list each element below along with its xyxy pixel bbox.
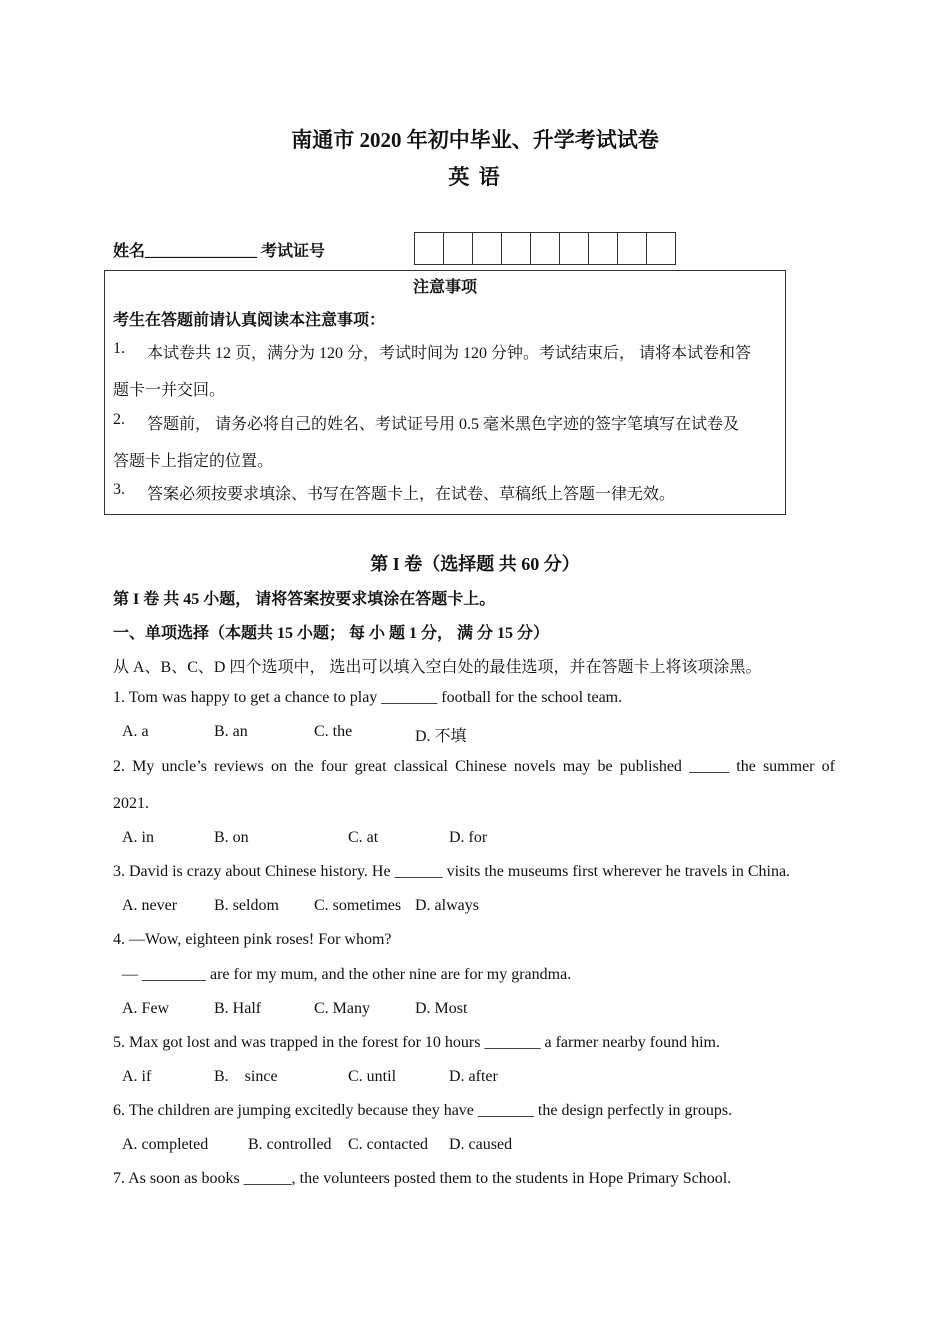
question-6-stem: 6. The children are jumping excitedly because they have _______ the design perfectly in groups. [113,1102,733,1119]
notice-title: 注意事项 [412,279,477,296]
q6-option-b[interactable]: B. controlled [248,1136,332,1153]
q2-option-a[interactable]: A. in [122,829,154,846]
subject-title: 英 语 [448,165,502,189]
q1-option-d[interactable]: D. 不填 [415,728,467,745]
question-2-stem: 2. My uncle’s reviews on the four great classical Chinese novels may be published _____ the summer of [113,758,835,775]
part1-note: 第 I 卷 共 45 小题， 请将答案按要求填涂在答题卡上。 [113,591,496,608]
q1-option-b[interactable]: B. an [214,723,248,740]
part1-title: 第 I 卷（选择题 共 60 分） [370,554,580,574]
id-cell[interactable] [531,233,560,264]
notice-item-1-cont: 题卡一并交回。 [113,382,226,399]
q6-option-d[interactable]: D. caused [449,1136,513,1153]
q4-option-d[interactable]: D. Most [415,1000,468,1017]
notice-item-3-num: 3. [113,481,125,498]
question-4-stem-cont: — ________ are for my mum, and the other nine are for my grandma. [122,966,572,983]
notice-item-1-text: 本试卷共 12 页，满分为 120 分，考试时间为 120 分钟。考试结束后， 请将本试卷和答 [147,345,752,362]
section-title: 一、单项选择（本题共 15 小题； 每 小 题 1 分， 满 分 15 分） [113,625,550,642]
id-cell[interactable] [473,233,502,264]
question-5-stem: 5. Max got lost and was trapped in the forest for 10 hours _______ a farmer nearby found him. [113,1034,720,1051]
candidate-info [113,238,325,261]
id-cell[interactable] [444,233,473,264]
notice-item-1-num: 1. [113,340,125,357]
q5-option-a[interactable]: A. if [122,1068,152,1085]
q5-option-b[interactable]: B. since [214,1068,278,1085]
id-cell[interactable] [415,233,444,264]
q4-option-c[interactable]: C. Many [314,1000,370,1017]
q4-option-b[interactable]: B. Half [214,1000,262,1017]
name-label: 姓名 [113,243,146,260]
q5-option-c[interactable]: C. until [348,1068,397,1085]
notice-item-2-cont: 答题卡上指定的位置。 [113,453,274,470]
notice-item-3-text: 答案必须按要求填涂、书写在答题卡上，在试卷、草稿纸上答题一律无效。 [147,486,676,503]
notice-intro: 考生在答题前请认真阅读本注意事项： [113,312,386,329]
q2-option-c[interactable]: C. at [348,829,379,846]
exam-title: 南通市 2020 年初中毕业、升学考试试卷 [291,128,659,152]
question-1-stem: 1. Tom was happy to get a chance to play _______ football for the school team. [113,689,623,706]
q3-option-d[interactable]: D. always [415,897,479,914]
q2-option-d[interactable]: D. for [449,829,488,846]
q6-option-c[interactable]: C. contacted [348,1136,428,1153]
question-4-stem: 4. —Wow, eighteen pink roses! For whom? [113,931,392,948]
exam-id-grid[interactable] [414,232,676,265]
id-cell[interactable] [502,233,531,264]
id-cell[interactable] [618,233,647,264]
id-cell[interactable] [647,233,675,264]
notice-item-2-text: 答题前， 请务必将自己的姓名、考试证号用 0.5 毫米黑色字迹的签字笔填写在试卷及 [147,416,740,433]
q3-option-a[interactable]: A. never [122,897,178,914]
q2-option-b[interactable]: B. on [214,829,249,846]
q6-option-a[interactable]: A. completed [122,1136,209,1153]
question-7-stem: 7. As soon as books ______, the volunteers posted them to the students in Hope Primary School. [113,1170,732,1187]
notice-item-2-num: 2. [113,411,125,428]
id-cell[interactable] [589,233,618,264]
question-3-stem: 3. David is crazy about Chinese history. He ______ visits the museums first wherever he travels in China. [113,863,791,880]
name-blank[interactable]: ______________ [145,243,258,260]
q4-option-a[interactable]: A. Few [122,1000,170,1017]
q3-option-b[interactable]: B. seldom [214,897,279,914]
q3-option-c[interactable]: C. sometimes [314,897,402,914]
q5-option-d[interactable]: D. after [449,1068,498,1085]
section-instruction: 从 A、B、C、D 四个选项中， 选出可以填入空白处的最佳选项，并在答题卡上将该项涂黑。 [113,659,762,676]
q1-option-a[interactable]: A. a [122,723,149,740]
id-cell[interactable] [560,233,589,264]
question-2-stem-cont: 2021. [113,795,149,812]
id-label: 考试证号 [261,243,326,260]
q1-option-c[interactable]: C. the [314,723,353,740]
